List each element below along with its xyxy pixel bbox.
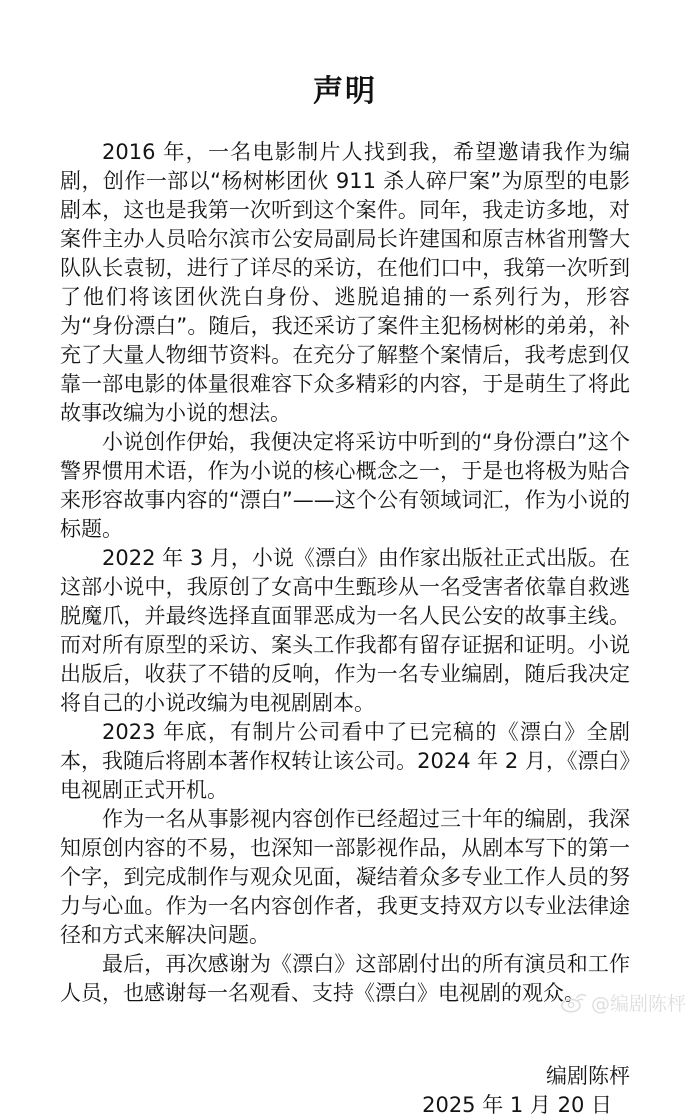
weibo-icon <box>560 991 587 1014</box>
statement-paragraph-1: 2016 年，一名电影制片人找到我，希望邀请我作为编剧，创作一部以“杨树彬团伙 911 杀人碎尸案”为原型的电影剧本，这也是我第一次听到这个案件。同年，我走访多地，对案件主办人员哈尔滨市公安局副局长许建国和原吉林省刑警大队队长袁韧，进行了详尽的采访，在他们口中，我第一次听到了他们将该团伙洗白身份、逃脱追捕的一系列行为，形容为“身份漂白”。随后，我还采访了案件主犯杨树彬的弟弟，补充了大量人物细节资料。在充分了解整个案情后，我考虑到仅靠一部电影的体量很难容下众多精彩的内容，于是萌生了将此故事改编为小说的想法。 <box>60 140 630 425</box>
page-title: 声明 <box>313 74 377 109</box>
weibo-watermark <box>560 989 686 1016</box>
statement-paragraph-6: 最后，再次感谢为《漂白》这部剧付出的所有演员和工作人员，也感谢每一名观看、支持《漂白》电视剧的观众。 <box>60 952 630 1005</box>
statement-paragraph-3: 2022 年 3 月，小说《漂白》由作家出版社正式出版。在这部小说中，我原创了女高中生甄珍从一名受害者依靠自救逃脱魔爪，并最终选择直面罪恶成为一名人民公安的故事主线。而对所有原型的采访、案头工作我都有留存证据和证明。小说出版后，收获了不错的反响，作为一名专业编剧，随后我决定将自己的小说改编为电视剧剧本。 <box>60 546 630 715</box>
statement-paragraph-4: 2023 年底，有制片公司看中了已完稿的《漂白》全剧本，我随后将剧本著作权转让该公司。2024 年 2 月，《漂白》电视剧正式开机。 <box>60 720 630 802</box>
signature-date: 2025 年 1 月 20 日 <box>422 1093 612 1117</box>
signature-block <box>60 1062 630 1120</box>
signature-name: 编剧陈枰 <box>546 1064 630 1088</box>
watermark-text: @编剧陈枰 <box>590 993 686 1015</box>
statement-paragraph-5: 作为一名从事影视内容创作已经超过三十年的编剧，我深知原创内容的不易，也深知一部影视作品，从剧本写下的第一个字，到完成制作与观众见面，凝结着众多专业工作人员的努力与心血。作为一名内容创作者，我更支持双方以专业法律途径和方式来解决问题。 <box>60 807 630 947</box>
statement-content <box>60 0 630 1120</box>
statement-body <box>60 138 630 1008</box>
statement-paragraph-2: 小说创作伊始，我便决定将采访中听到的“身份漂白”这个警界惯用术语，作为小说的核心概念之一，于是也将极为贴合来形容故事内容的“漂白”——这个公有领域词汇，作为小说的标题。 <box>60 430 630 541</box>
